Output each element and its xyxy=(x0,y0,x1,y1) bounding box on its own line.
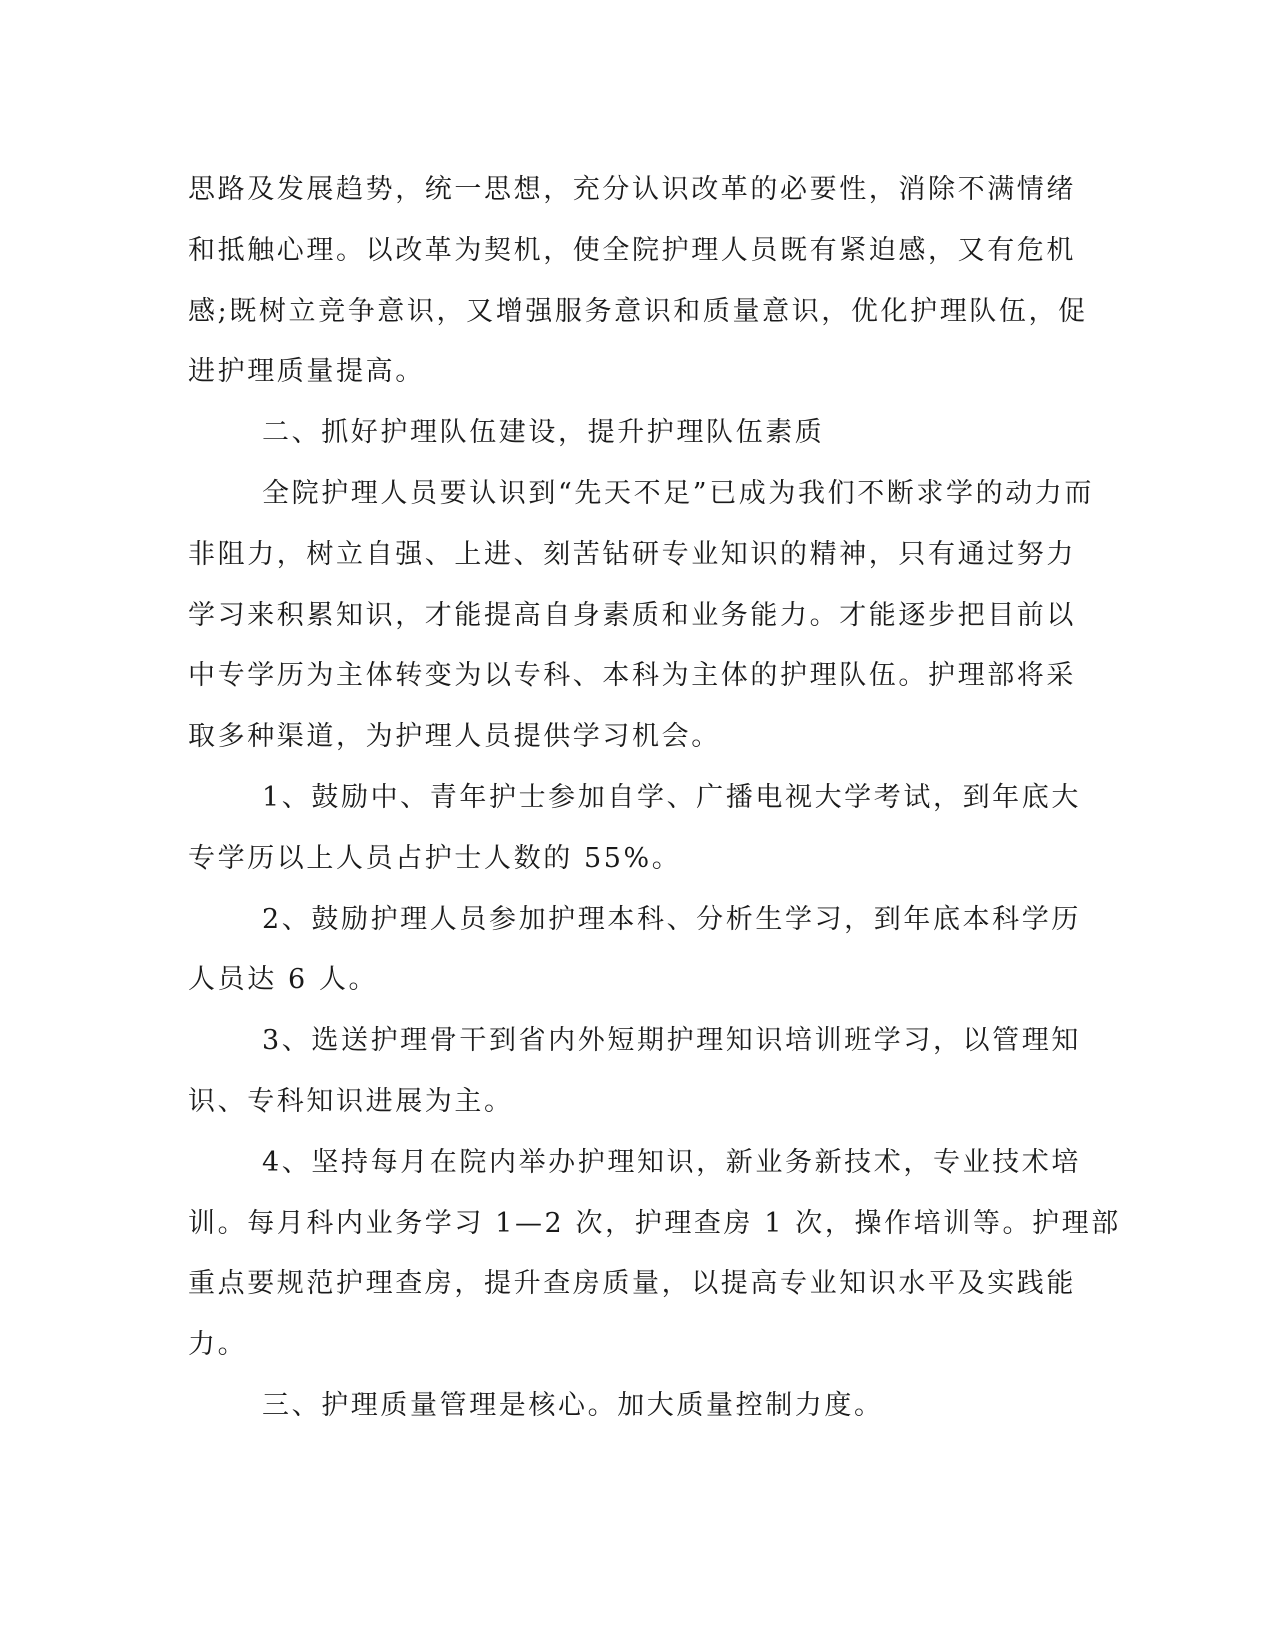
text-line: 重点要规范护理查房，提升查房质量，以提高专业知识水平及实践能 xyxy=(188,1268,1076,1300)
text-line: 非阻力，树立自强、上进、刻苦钻研专业知识的精神，只有通过努力 xyxy=(188,538,1076,570)
text-line: 思路及发展趋势，统一思想，充分认识改革的必要性，消除不满情绪 xyxy=(188,174,1076,205)
list-item: 3、选送护理骨干到省内外短期护理知识培训班学习，以管理知 xyxy=(262,1025,1081,1057)
text-line: 学习来积累知识，才能提高自身素质和业务能力。才能逐步把目前以 xyxy=(188,599,1076,631)
text-line: 识、专科知识进展为主。 xyxy=(188,1085,514,1117)
text-line: 全院护理人员要认识到“先天不足”已成为我们不断求学的动力而 xyxy=(262,477,1095,509)
text-line: 感;既树立竞争意识，又增强服务意识和质量意识，优化护理队伍，促 xyxy=(188,295,1088,327)
section-heading: 三、护理质量管理是核心。加大质量控制力度。 xyxy=(262,1389,884,1421)
section-heading: 二、抓好护理队伍建设，提升护理队伍素质 xyxy=(262,417,825,449)
list-item: 1、鼓励中、青年护士参加自学、广播电视大学考试，到年底大 xyxy=(262,781,1081,813)
text-line: 中专学历为主体转变为以专科、本科为主体的护理队伍。护理部将采 xyxy=(188,660,1076,692)
text-line: 人员达 6 人。 xyxy=(188,964,379,996)
text-line: 和抵触心理。以改革为契机，使全院护理人员既有紧迫感，又有危机 xyxy=(188,234,1076,266)
text-line: 力。 xyxy=(188,1329,248,1361)
list-item: 4、坚持每月在院内举办护理知识，新业务新技术，专业技术培 xyxy=(262,1146,1081,1178)
text-line: 取多种渠道，为护理人员提供学习机会。 xyxy=(188,721,721,753)
list-item: 2、鼓励护理人员参加护理本科、分析生学习，到年底本科学历 xyxy=(262,903,1081,935)
text-line: 进护理质量提高。 xyxy=(188,356,425,388)
body-text xyxy=(188,160,1121,1437)
text-line: 训。每月科内业务学习 1—2 次，护理查房 1 次，操作培训等。护理部 xyxy=(188,1207,1121,1239)
text-line: 专学历以上人员占护士人数的 55%。 xyxy=(188,842,682,874)
